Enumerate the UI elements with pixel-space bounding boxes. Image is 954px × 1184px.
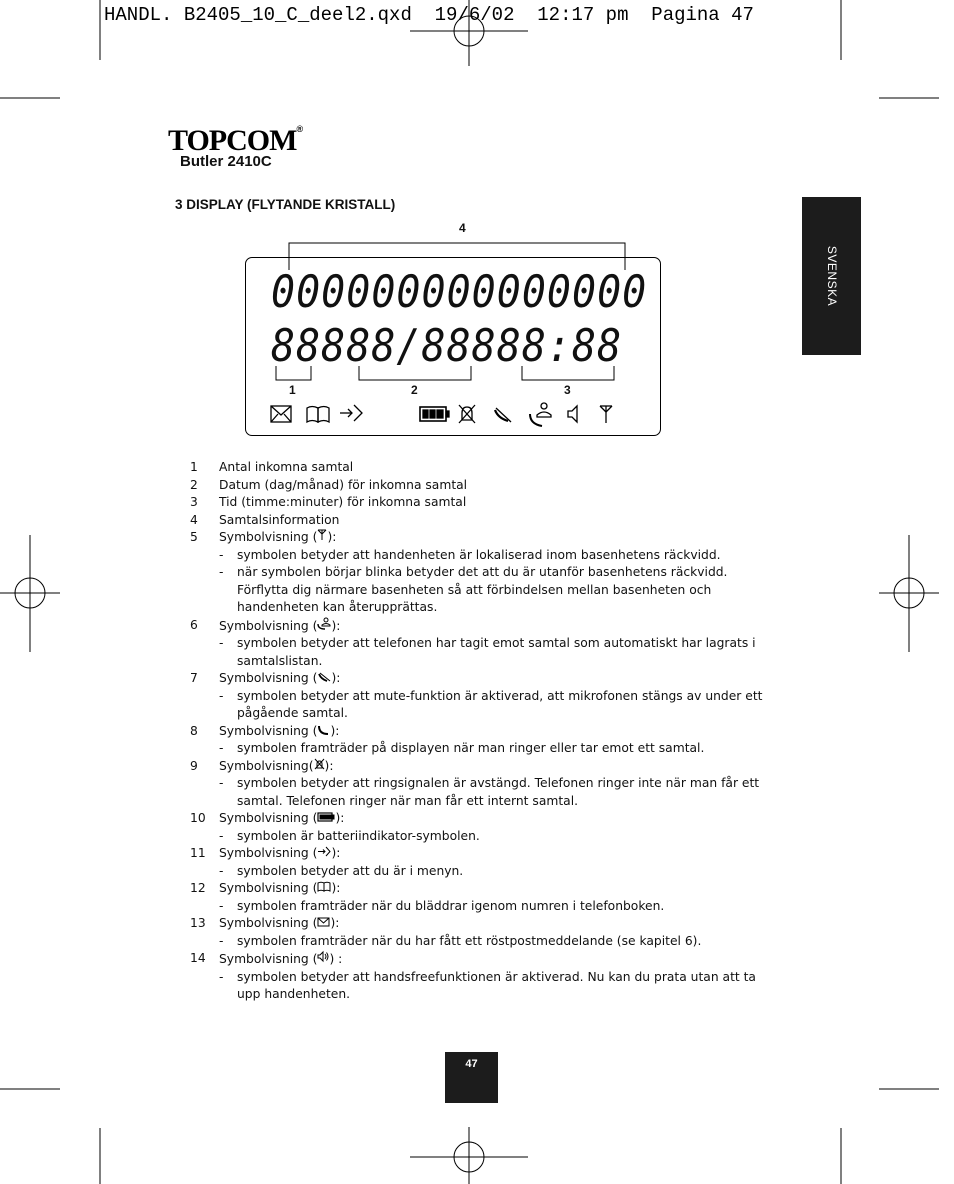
list-subitem-text: symbolen betyder att ringsignalen är avstängd. Telefonen ringer inte när man får ett samtal. Telefonen ringer när man får ett internt samtal. bbox=[237, 776, 760, 808]
list-subitem bbox=[190, 740, 780, 758]
list-item-label: Symbolvisning ( bbox=[219, 723, 318, 738]
list-item-number: 8 bbox=[190, 723, 198, 738]
list-item-heading bbox=[219, 845, 780, 863]
envelope-icon bbox=[271, 406, 291, 422]
list-subitem-text: symbolen betyder att handsfreefunktionen är aktiverad. Nu kan du prata utan att ta upp handenheten. bbox=[237, 969, 756, 1001]
list-subitem-text: symbolen framträder när du har fått ett röstpostmeddelande (se kapitel 6). bbox=[237, 933, 702, 948]
menu-arrow-icon bbox=[317, 847, 331, 860]
list-item bbox=[190, 915, 780, 933]
handset-icon bbox=[317, 725, 330, 738]
list-subitem-text: symbolen betyder att telefonen har tagit emot samtal som automatiskt har lagrats i samtalslistan. bbox=[237, 636, 756, 668]
lcd-icon-row bbox=[266, 400, 626, 430]
print-slug: HANDL. B2405_10_C_deel2.qxd 19/6/02 12:17 pm Pagina 47 bbox=[104, 4, 754, 26]
list-item-heading bbox=[219, 723, 780, 741]
lcd-row-digits: 000000000000000 bbox=[271, 266, 648, 319]
battery-icon bbox=[317, 812, 335, 825]
list-item-label: Symbolvisning ( bbox=[219, 952, 318, 966]
list-item-text: Samtalsinformation bbox=[219, 512, 340, 527]
list-subitem bbox=[190, 688, 780, 723]
list-subitem-text: symbolen är batteriindikator-symbolen. bbox=[237, 828, 480, 843]
page-number-box bbox=[445, 1052, 498, 1103]
bullet-dash: - bbox=[219, 898, 224, 913]
list-item-label: Symbolvisning ( bbox=[219, 916, 318, 930]
list-item-label: Symbolvisning ( bbox=[219, 618, 318, 633]
bullet-dash: - bbox=[219, 969, 224, 984]
list-subitem-text: symbolen betyder att du är i menyn. bbox=[237, 863, 464, 878]
list-item bbox=[190, 477, 780, 495]
list-subitem bbox=[190, 969, 780, 1004]
list-item-heading bbox=[219, 915, 780, 933]
list-item-number: 9 bbox=[190, 758, 198, 773]
list-item bbox=[190, 810, 780, 828]
battery-icon bbox=[420, 407, 449, 421]
section-title: 3 DISPLAY (FLYTANDE KRISTALL) bbox=[175, 197, 396, 212]
list-item-label: Symbolvisning( bbox=[219, 758, 314, 773]
callout-1: 1 bbox=[289, 383, 296, 397]
list-item bbox=[190, 529, 780, 547]
list-subitem-text: när symbolen börjar blinka betyder det att du är utanför basenhetens räckvidd. Förflytta dig närmare basenheten så att förbindelsen mellan basenheten och handenheten kan återupprättas. bbox=[237, 565, 728, 614]
list-subitem bbox=[190, 547, 780, 565]
list-subitem-text: symbolen framträder på displayen när man ringer eller tar emot ett samtal. bbox=[237, 741, 705, 755]
list-item-number: 10 bbox=[190, 811, 206, 825]
mute-icon bbox=[495, 408, 511, 422]
list-subitem-text: symbolen betyder att mute-funktion är aktiverad, att mikrofonen stängs av under ett pågående samtal. bbox=[237, 688, 763, 720]
list-subitem bbox=[190, 775, 780, 810]
list-item-number: 7 bbox=[190, 671, 198, 685]
bullet-dash: - bbox=[219, 565, 224, 579]
list-item-label: Symbolvisning ( bbox=[219, 881, 318, 895]
bullet-dash: - bbox=[219, 828, 224, 843]
callout-3: 3 bbox=[564, 383, 571, 397]
list-item-number: 6 bbox=[190, 617, 198, 632]
call-received-icon bbox=[530, 403, 551, 426]
list-item-number: 5 bbox=[190, 530, 198, 544]
list-item bbox=[190, 459, 780, 477]
list-item-number: 12 bbox=[190, 881, 206, 895]
list-item-number: 2 bbox=[190, 477, 198, 492]
list-subitem bbox=[190, 863, 780, 881]
list-item-label: Symbolvisning ( bbox=[219, 846, 318, 860]
list-item bbox=[190, 670, 780, 688]
list-item bbox=[190, 758, 780, 776]
bullet-dash: - bbox=[219, 741, 224, 755]
list-item-number: 4 bbox=[190, 512, 198, 527]
speaker-icon bbox=[568, 406, 577, 422]
book-icon bbox=[307, 407, 329, 423]
list-item-heading bbox=[219, 670, 780, 688]
ringer-off-icon bbox=[459, 405, 475, 423]
list-item-text: Tid (timme:minuter) för inkomna samtal bbox=[219, 495, 467, 509]
list-item-label-end: ): bbox=[331, 618, 341, 633]
list-item-label-end: ) : bbox=[329, 952, 343, 966]
call-received-icon bbox=[317, 620, 331, 633]
brand-name: TOPCOM bbox=[168, 124, 297, 157]
list-subitem bbox=[190, 898, 780, 916]
list-item-number: 3 bbox=[190, 495, 198, 509]
bullet-dash: - bbox=[219, 933, 224, 948]
list-item-label-end: ): bbox=[330, 723, 340, 738]
list-item-heading bbox=[219, 810, 780, 828]
list-item-label-end: ): bbox=[327, 530, 337, 544]
menu-arrow-icon bbox=[340, 405, 362, 421]
list-item bbox=[190, 617, 780, 636]
book-icon bbox=[317, 882, 331, 895]
list-item-label-end: ): bbox=[330, 916, 340, 930]
envelope-icon bbox=[317, 917, 330, 930]
speaker-icon bbox=[317, 953, 329, 966]
bullet-dash: - bbox=[219, 688, 224, 703]
list-item-heading bbox=[219, 617, 780, 636]
list-item bbox=[190, 723, 780, 741]
list-item-number: 13 bbox=[190, 916, 206, 930]
list-item-heading bbox=[219, 880, 780, 898]
list-item-label: Symbolvisning ( bbox=[219, 530, 318, 544]
list-item bbox=[190, 880, 780, 898]
list-subitem bbox=[190, 933, 780, 951]
callout-4: 4 bbox=[459, 221, 466, 235]
list-item-heading bbox=[219, 529, 780, 547]
symbol-list bbox=[190, 459, 780, 1004]
list-subitem bbox=[190, 828, 780, 846]
list-item-label: Symbolvisning ( bbox=[219, 671, 318, 685]
list-subitem-text: symbolen framträder när du bläddrar igenom numren i telefonboken. bbox=[237, 898, 665, 913]
language-tab-label: SVENSKA bbox=[824, 245, 839, 307]
list-subitem bbox=[190, 635, 780, 670]
bullet-dash: - bbox=[219, 863, 224, 878]
bullet-dash: - bbox=[219, 547, 224, 562]
list-item-heading bbox=[219, 758, 780, 776]
bullet-dash: - bbox=[219, 776, 224, 790]
list-item-label-end: ): bbox=[335, 811, 345, 825]
lcd-row-date-time: 88888/88888:88 bbox=[271, 320, 623, 373]
bullet-dash: - bbox=[219, 636, 224, 650]
list-item bbox=[190, 845, 780, 863]
list-item-label-end: ): bbox=[331, 881, 341, 895]
ringer-off-icon bbox=[314, 760, 325, 773]
list-item bbox=[190, 512, 780, 530]
list-subitem-text: symbolen betyder att handenheten är lokaliserad inom basenhetens räckvidd. bbox=[237, 547, 721, 562]
model-name: Butler 2410C bbox=[180, 153, 272, 170]
list-item-text: Antal inkomna samtal bbox=[219, 460, 354, 474]
list-item-label: Symbolvisning ( bbox=[219, 811, 318, 825]
antenna-icon bbox=[317, 531, 327, 544]
list-item-number: 11 bbox=[190, 846, 206, 860]
mute-icon bbox=[317, 672, 331, 685]
page-number: 47 bbox=[465, 1058, 478, 1070]
list-item-number: 14 bbox=[190, 951, 206, 965]
list-item bbox=[190, 950, 780, 969]
callout-2: 2 bbox=[411, 383, 418, 397]
list-subitem bbox=[190, 564, 780, 617]
list-item-number: 1 bbox=[190, 460, 198, 474]
registered-mark: ® bbox=[296, 124, 303, 134]
list-item-label-end: ): bbox=[331, 671, 341, 685]
list-item-label-end: ): bbox=[331, 846, 341, 860]
antenna-icon bbox=[600, 406, 612, 423]
list-item bbox=[190, 494, 780, 512]
list-item-label-end: ): bbox=[324, 758, 334, 773]
list-item-text: Datum (dag/månad) för inkomna samtal bbox=[219, 477, 468, 492]
list-item-heading bbox=[219, 950, 780, 969]
